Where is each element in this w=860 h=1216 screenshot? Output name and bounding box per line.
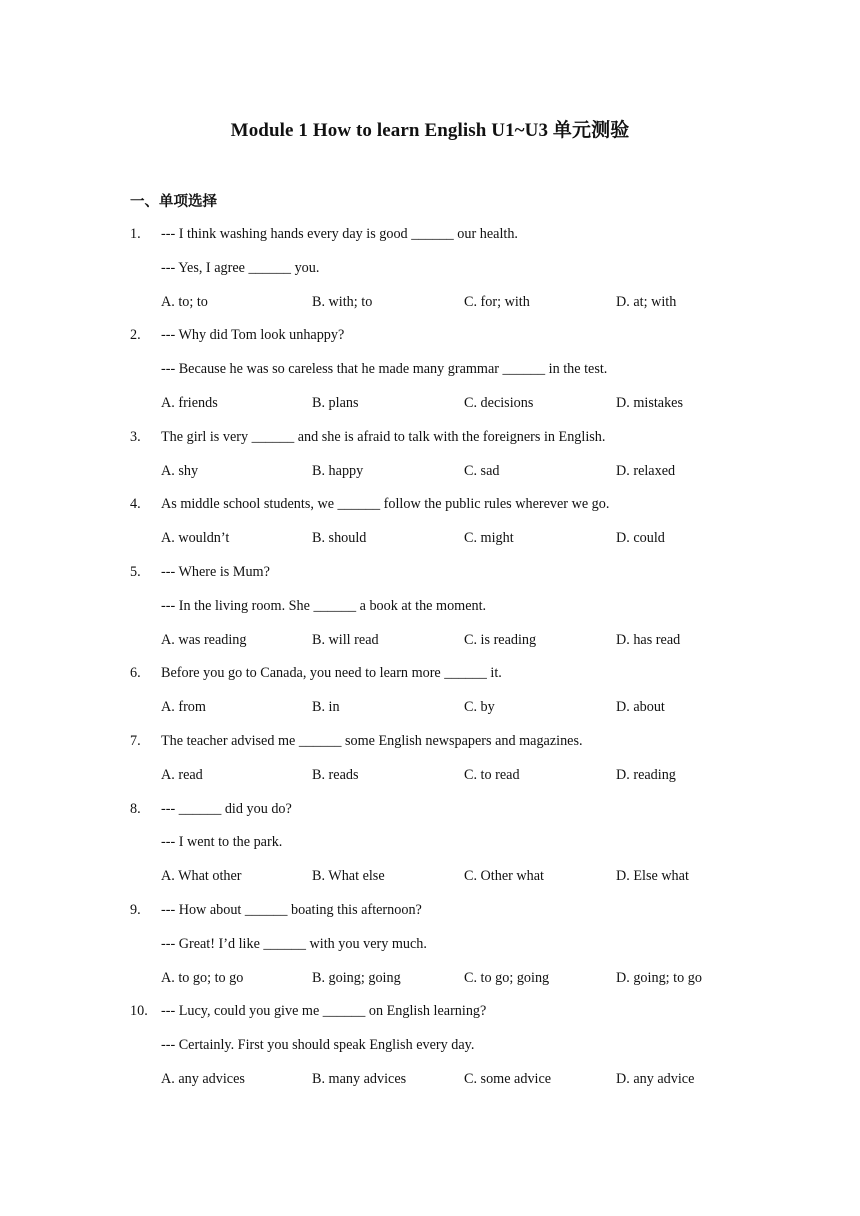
question-number: 8. bbox=[130, 800, 141, 817]
option-a: A. to; to bbox=[161, 293, 208, 310]
options-row bbox=[130, 526, 750, 560]
question-text: --- Certainly. First you should speak English every day. bbox=[161, 1037, 475, 1054]
question-4 bbox=[130, 492, 750, 560]
question-5 bbox=[130, 560, 750, 661]
question-line bbox=[130, 729, 750, 763]
option-b: B. should bbox=[312, 530, 367, 547]
question-line bbox=[130, 830, 750, 864]
option-c: C. is reading bbox=[464, 631, 537, 648]
question-7 bbox=[130, 729, 750, 797]
question-10 bbox=[130, 999, 750, 1100]
option-d: D. going; to go bbox=[616, 969, 702, 986]
question-line bbox=[130, 222, 750, 256]
option-b: B. What else bbox=[312, 868, 385, 885]
question-number: 9. bbox=[130, 901, 141, 918]
options-row bbox=[130, 1067, 750, 1101]
question-line bbox=[130, 357, 750, 391]
option-c: C. might bbox=[464, 530, 514, 547]
option-a: A. friends bbox=[161, 394, 218, 411]
question-text: As middle school students, we ______ follow the public rules wherever we go. bbox=[161, 496, 610, 513]
option-b: B. many advices bbox=[312, 1070, 407, 1087]
question-number: 10. bbox=[130, 1003, 148, 1020]
option-c: C. to read bbox=[464, 766, 520, 783]
question-number: 6. bbox=[130, 665, 141, 682]
question-text: --- Yes, I agree ______ you. bbox=[161, 259, 320, 276]
question-text: --- I went to the park. bbox=[161, 834, 283, 851]
question-3 bbox=[130, 425, 750, 493]
question-text: The girl is very ______ and she is afraid to talk with the foreigners in English. bbox=[161, 428, 606, 445]
options-row bbox=[130, 628, 750, 662]
question-text: --- I think washing hands every day is good ______ our health. bbox=[161, 226, 518, 242]
option-b: B. going; going bbox=[312, 969, 401, 986]
question-line bbox=[130, 256, 750, 290]
question-text: --- Why did Tom look unhappy? bbox=[161, 327, 345, 344]
question-text: --- Great! I’d like ______ with you very much. bbox=[161, 935, 427, 952]
question-line bbox=[130, 323, 750, 357]
question-line bbox=[130, 661, 750, 695]
option-c: C. some advice bbox=[464, 1070, 552, 1087]
option-b: B. in bbox=[312, 699, 340, 716]
question-1 bbox=[130, 222, 750, 323]
question-6 bbox=[130, 661, 750, 729]
question-line bbox=[130, 425, 750, 459]
question-number: 1. bbox=[130, 226, 141, 242]
option-a: A. read bbox=[161, 766, 203, 783]
question-8 bbox=[130, 797, 750, 898]
question-number: 3. bbox=[130, 428, 141, 445]
question-line bbox=[130, 560, 750, 594]
options-row bbox=[130, 763, 750, 797]
options-row bbox=[130, 391, 750, 425]
option-d: D. has read bbox=[616, 631, 681, 648]
options-row bbox=[130, 966, 750, 1000]
question-text: Before you go to Canada, you need to learn more ______ it. bbox=[161, 665, 502, 682]
question-9 bbox=[130, 898, 750, 999]
option-c: C. decisions bbox=[464, 394, 534, 411]
options-row bbox=[130, 864, 750, 898]
options-row bbox=[130, 290, 750, 324]
option-b: B. will read bbox=[312, 631, 379, 648]
option-b: B. with; to bbox=[312, 293, 373, 310]
section-heading: 一、单项选择 bbox=[130, 194, 217, 210]
question-number: 4. bbox=[130, 496, 141, 513]
option-a: A. was reading bbox=[161, 631, 247, 648]
option-d: D. any advice bbox=[616, 1070, 695, 1087]
option-d: D. about bbox=[616, 699, 665, 716]
question-line bbox=[130, 898, 750, 932]
option-a: A. wouldn’t bbox=[161, 530, 230, 547]
question-2 bbox=[130, 323, 750, 424]
question-line bbox=[130, 492, 750, 526]
option-d: D. at; with bbox=[616, 293, 677, 310]
option-c: C. for; with bbox=[464, 293, 530, 310]
option-d: D. Else what bbox=[616, 868, 689, 885]
question-text: --- Because he was so careless that he made many grammar ______ in the test. bbox=[161, 361, 608, 378]
question-list bbox=[130, 222, 750, 1101]
question-number: 5. bbox=[130, 563, 141, 580]
question-line bbox=[130, 797, 750, 831]
option-a: A. any advices bbox=[161, 1070, 245, 1087]
option-a: A. to go; to go bbox=[161, 969, 244, 986]
options-row bbox=[130, 695, 750, 729]
option-b: B. happy bbox=[312, 462, 364, 479]
question-text: --- Where is Mum? bbox=[161, 563, 270, 580]
question-number: 7. bbox=[130, 732, 141, 749]
option-d: D. mistakes bbox=[616, 394, 683, 411]
question-text: --- ______ did you do? bbox=[161, 800, 292, 817]
question-line bbox=[130, 1033, 750, 1067]
page-title: Module 1 How to learn English U1~U3 单元测验 bbox=[230, 120, 630, 141]
question-text: The teacher advised me ______ some English newspapers and magazines. bbox=[161, 732, 583, 749]
option-d: D. could bbox=[616, 530, 665, 547]
question-line bbox=[130, 594, 750, 628]
option-a: A. What other bbox=[161, 868, 242, 885]
option-a: A. from bbox=[161, 699, 206, 716]
option-d: D. reading bbox=[616, 766, 676, 783]
question-text: --- Lucy, could you give me ______ on English learning? bbox=[161, 1003, 487, 1020]
question-number: 2. bbox=[130, 327, 141, 344]
option-b: B. reads bbox=[312, 766, 359, 783]
option-c: C. by bbox=[464, 699, 495, 716]
options-row bbox=[130, 459, 750, 493]
option-c: C. Other what bbox=[464, 868, 544, 885]
question-line bbox=[130, 999, 750, 1033]
question-text: --- In the living room. She ______ a book at the moment. bbox=[161, 597, 487, 614]
question-line bbox=[130, 932, 750, 966]
question-text: --- How about ______ boating this afternoon? bbox=[161, 901, 422, 918]
option-a: A. shy bbox=[161, 462, 199, 479]
option-c: C. sad bbox=[464, 462, 500, 479]
option-c: C. to go; going bbox=[464, 969, 550, 986]
option-b: B. plans bbox=[312, 394, 359, 411]
option-d: D. relaxed bbox=[616, 462, 676, 479]
